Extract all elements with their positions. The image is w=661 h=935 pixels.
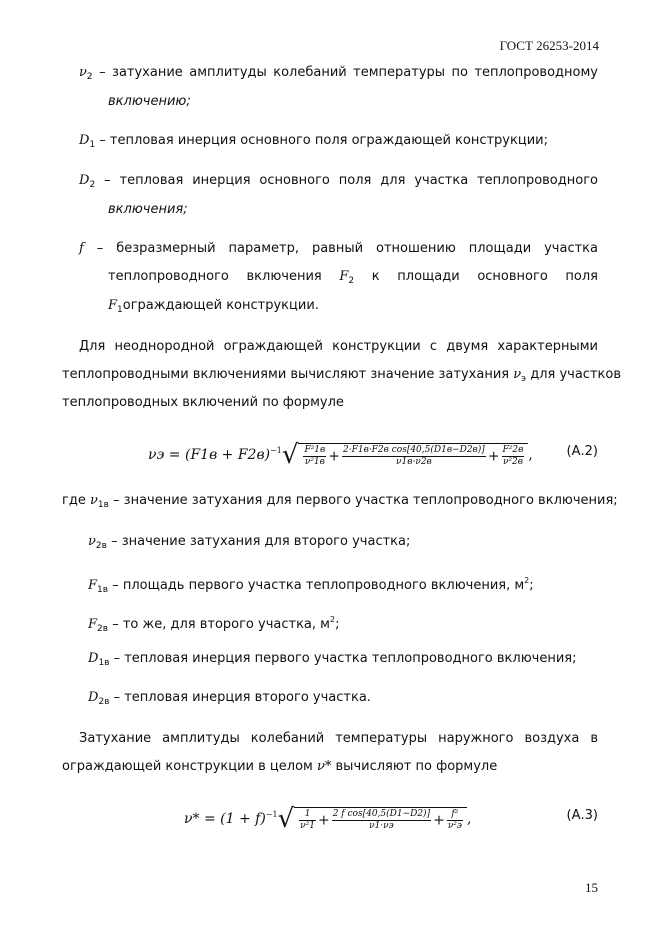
def-f: [79, 240, 598, 258]
text: ;: [529, 578, 534, 593]
subscript: 1: [117, 305, 123, 315]
definition-text: – тепловая инерция основного поля для участка теплопроводного: [95, 173, 598, 188]
standard-header: ГОСТ 26253-2014: [499, 38, 599, 53]
symbol: F: [88, 617, 98, 632]
text: теплопроводными включениями вычисляют значение затухания: [62, 367, 514, 382]
subscript: 2в: [97, 624, 109, 634]
term2-num: 2·F1в·F2в cos[40,5(D1в−D2в)]: [343, 444, 485, 455]
formula-a2-number: (А.2): [566, 444, 598, 459]
term1-den: ν²1в: [304, 456, 325, 467]
subscript: 2: [348, 276, 355, 286]
definition-text: – безразмерный параметр, равный отношению площади участка: [83, 241, 598, 256]
definition-text: – тепловая инерция второго участка.: [109, 690, 371, 705]
subscript: 1: [89, 140, 96, 150]
definition-text: – то же, для второго участка, м: [108, 617, 330, 632]
term3-den: ν²2в: [502, 456, 523, 467]
formula-a2: $\nu э = (F1в + F2в)^{-1}√$ $\frac{\text{F²1в}}{\text{ν²1в}}$ + $\frac{\text{2·F1в·F2в cos[40,5(D1в−D2в)]}}{\nu 1в\cdot\nu 2в}$ + $\frac{\text{F²2в}}{\text{ν²2в}}$ ,: [148, 440, 533, 470]
para2-line1: Затухание амплитуды колебаний температуры наружного воздуха в: [79, 731, 598, 746]
page-number: 15: [585, 880, 598, 895]
term3-num: F²2в: [502, 444, 524, 455]
para2-line2: [62, 758, 598, 776]
para1-line2: [62, 366, 621, 388]
def-d2: [79, 172, 598, 194]
subscript: 1в: [97, 500, 109, 510]
symbol: f: [79, 241, 84, 256]
text: теплопроводного включения: [108, 269, 340, 284]
term2-den: ν1в·ν2в: [396, 456, 432, 467]
subscript: 2: [89, 180, 96, 190]
definition-text: – площадь первого участка теплопроводного включения, м: [108, 578, 525, 593]
subscript: 2в: [98, 697, 110, 707]
def-f2v: [88, 611, 598, 638]
formula-radicand: $\frac{\text{F²1в}}{\text{ν²1в}}$ + $\frac{\text{2·F1в·F2в cos[40,5(D1в−D2в)]}}{\nu 1в\cdot\nu 2в}$ + $\frac{\text{F²2в}}{\text{ν²2в}}$: [298, 443, 528, 468]
term3-den: ν²э: [447, 820, 462, 831]
text: ограждающей конструкции.: [122, 298, 319, 313]
subscript: 2в: [95, 541, 107, 551]
def-d1: [79, 132, 598, 154]
para1-line1: Для неоднородной ограждающей конструкции с двумя характерными: [79, 339, 598, 354]
symbol: F: [339, 269, 349, 284]
symbol: ν: [89, 493, 98, 508]
subscript: 2: [86, 72, 93, 82]
symbol: F: [88, 578, 98, 593]
def-f-cont1: [108, 268, 598, 290]
def-nu2: [79, 64, 598, 86]
text: где: [62, 493, 90, 508]
formula-radicand: $\frac{1}{\text{ν²1}}$ + $\frac{\text{2 f cos[40,5(D1−D2)]}}{\nu 1\cdot\nu э}$ + $\frac{\text{f²}}{\text{ν²э}}$: [294, 807, 467, 832]
def-nu2-cont: включению;: [108, 94, 191, 109]
def-f1v: [88, 572, 598, 599]
formula-exponent: −1: [270, 446, 282, 455]
subscript: 1в: [97, 585, 109, 595]
term2-num: 2 f cos[40,5(D1−D2)]: [332, 808, 431, 819]
definition-text: – значение затухания для первого участка теплопроводного включения;: [108, 493, 618, 508]
def-f-cont2: [108, 297, 598, 319]
def-d2-cont: включения;: [108, 202, 188, 217]
para1-line3: теплопроводных включений по формуле: [62, 395, 344, 410]
superscript: 2: [329, 615, 336, 624]
formula-tail: ,: [528, 447, 533, 463]
symbol: ν*: [316, 759, 332, 774]
text: к площади основного поля: [354, 269, 598, 284]
def-d2v: [88, 689, 598, 711]
formula-lhs: ν* = (1 + f): [184, 811, 266, 827]
subscript: э: [521, 374, 527, 384]
definition-text: – тепловая инерция основного поля ограждающей конструкции;: [95, 133, 548, 148]
text: вычисляют по формуле: [331, 759, 498, 774]
symbol: ν: [513, 367, 522, 382]
text: для участков: [526, 367, 621, 382]
definition-text: – значение затухания для второго участка;: [106, 534, 411, 549]
text: ;: [335, 617, 340, 632]
symbol: D: [79, 173, 90, 188]
term2-den: ν1·νэ: [369, 820, 394, 831]
symbol: D: [88, 651, 99, 666]
symbol: ν: [79, 65, 87, 80]
def-nu1v: [62, 492, 618, 514]
formula-a3-number: (А.3): [566, 808, 598, 823]
term1-num: F²1в: [304, 444, 326, 455]
symbol: D: [79, 133, 90, 148]
formula-a3: $\nu* = (1 + f)^{-1}√$ $\frac{1}{\text{ν²1}}$ + $\frac{\text{2 f cos[40,5(D1−D2)]}}{\nu 1\cdot\nu э}$ + $\frac{\text{f²}}{\text{ν²э}}$ ,: [184, 804, 472, 834]
subscript: 1в: [98, 658, 110, 668]
definition-text: – затухание амплитуды колебаний температуры по теплопроводному: [92, 65, 598, 80]
term1-den: ν²1: [300, 820, 315, 831]
symbol: D: [88, 690, 99, 705]
superscript: 2: [524, 576, 530, 585]
symbol: ν: [88, 534, 96, 549]
def-d1v: [88, 650, 598, 672]
def-nu2v: [88, 533, 598, 555]
formula-lhs: νэ = (F1в + F2в): [148, 447, 271, 463]
term1-num: 1: [299, 809, 316, 821]
formula-exponent: −1: [265, 810, 278, 819]
text: ограждающей конструкции в целом: [62, 759, 317, 774]
definition-text: – тепловая инерция первого участка теплопроводного включения;: [109, 651, 577, 666]
term3-num: f²: [447, 809, 463, 821]
formula-tail: ,: [466, 811, 472, 827]
symbol: F: [108, 298, 118, 313]
